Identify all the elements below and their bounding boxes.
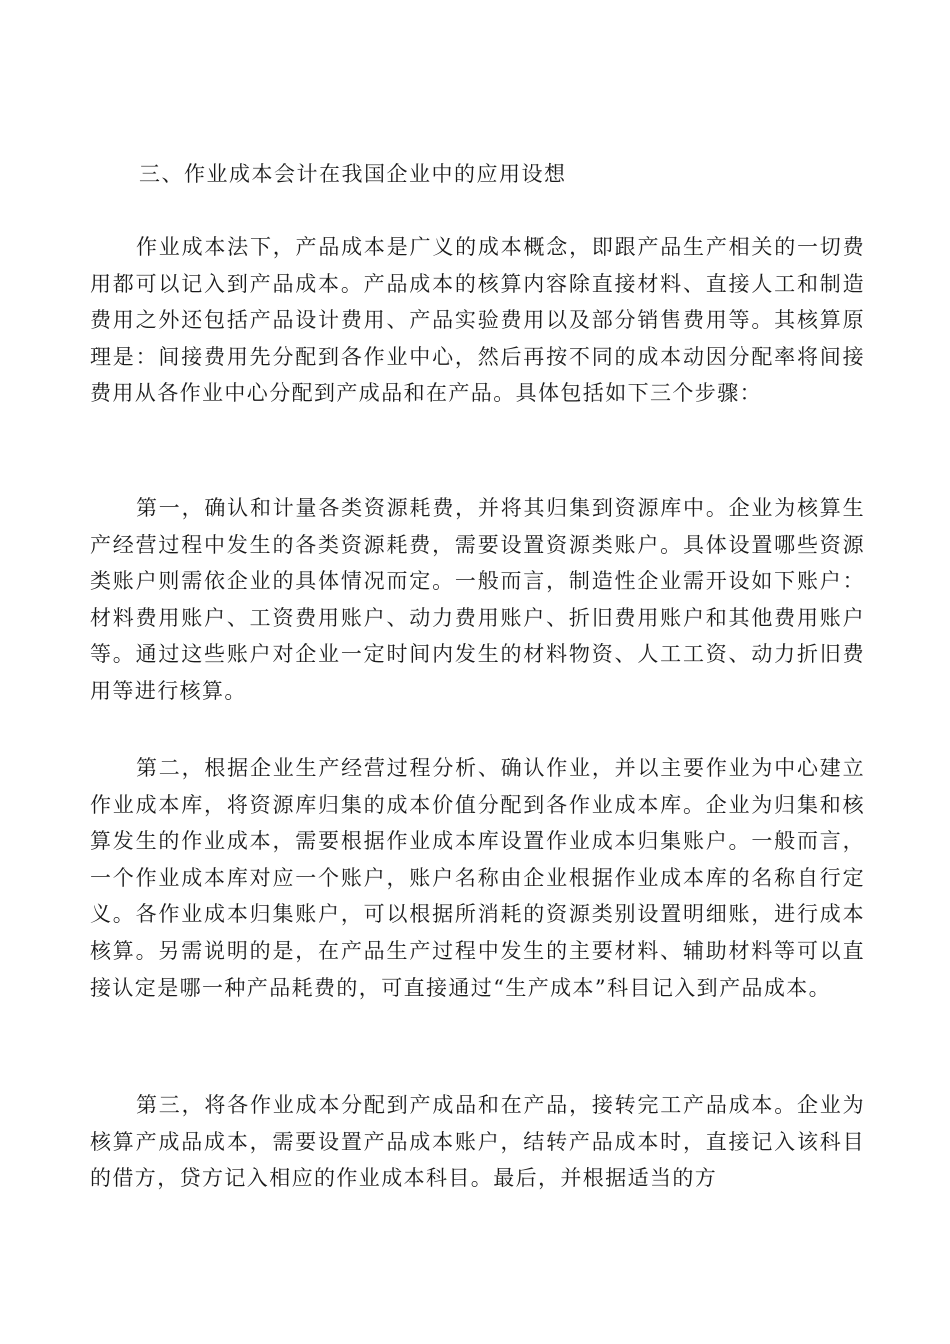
paragraph-step-two: 第二，根据企业生产经营过程分析、确认作业，并以主要作业为中心建立作业成本库，将资源库归集的成本价值分配到各作业成本库。企业为归集和核算发生的作业成本，需要根据作业成本库设置作业成本归集账户。一般而言，一个作业成本库对应一个账户，账户名称由企业根据作业成本库的名称自行定义。各作业成本归集账户，可以根据所消耗的资源类别设置明细账，进行成本核算。另需说明的是，在产品生产过程中发生的主要材料、辅助材料等可以直接认定是哪一种产品耗费的，可直接通过“生产成本”科目记入到产品成本。 <box>90 756 865 1000</box>
paragraph-step-three: 第三，将各作业成本分配到产成品和在产品，接转完工产品成本。企业为核算产成品成本，需要设置产品成本账户，结转产品成本时，直接记入该科目的借方，贷方记入相应的作业成本科目。最后，并根据适当的方 <box>90 1093 865 1191</box>
paragraph-intro: 作业成本法下，产品成本是广义的成本概念，即跟产品生产相关的一切费用都可以记入到产品成本。产品成本的核算内容除直接材料、直接人工和制造费用之外还包括产品设计费用、产品实验费用以及部分销售费用等。其核算原理是：间接费用先分配到各作业中心，然后再按不同的成本动因分配率将间接费用从各作业中心分配到产成品和在产品。具体包括如下三个步骤： <box>90 235 865 406</box>
section-heading: 三、作业成本会计在我国企业中的应用设想 <box>139 162 567 186</box>
paragraph-step-one: 第一，确认和计量各类资源耗费，并将其归集到资源库中。企业为核算生产经营过程中发生的各类资源耗费，需要设置资源类账户。具体设置哪些资源类账户则需依企业的具体情况而定。一般而言，制造性企业需开设如下账户：材料费用账户、工资费用账户、动力费用账户、折旧费用账户和其他费用账户等。通过这些账户对企业一定时间内发生的材料物资、人工工资、动力折旧费用等进行核算。 <box>90 496 865 703</box>
